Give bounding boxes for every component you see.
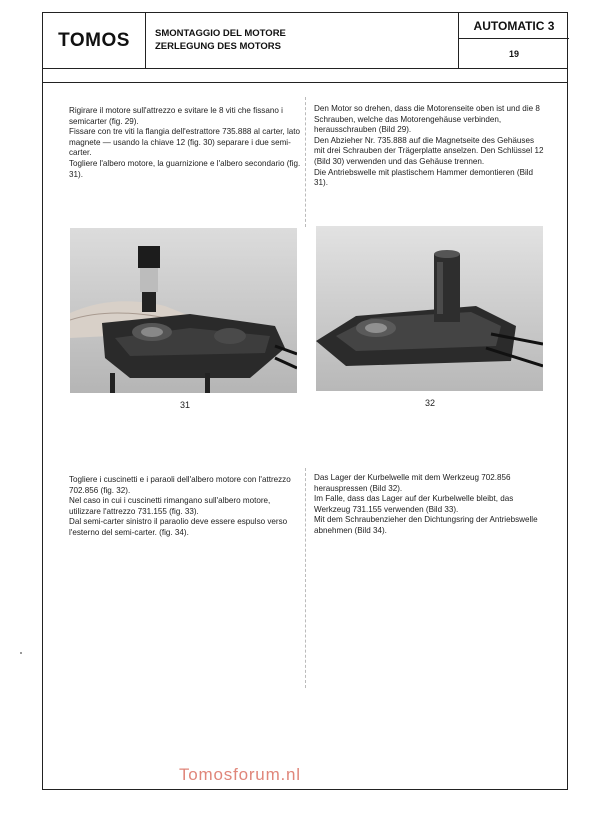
paragraph: Mit dem Schraubenzieher den Dichtungsring der Antriebswelle abnehmen (Bild 34). <box>314 515 538 535</box>
header-band <box>43 69 567 83</box>
column-divider-bottom <box>305 468 306 688</box>
paragraph: Die Antriebswelle mit plastischem Hammer demontieren (Bild 31). <box>314 167 534 188</box>
model-name: AUTOMATIC 3 <box>459 13 569 39</box>
paragraph: Dal semi-carter sinistro il paraolio deve essere espulso verso l'esterno del semi-carter. (fig. 34). <box>69 517 288 537</box>
paragraph: Fissare con tre viti la flangia dell'estrattore 735.888 al carter, lato magnete — usando la chiave 12 (fig. 30) separare i due semi-carter. <box>69 127 300 158</box>
paragraph: Im Falle, dass das Lager auf der Kurbelwelle bleibt, das Werkzeug 731.155 verwenden (Bild 33). <box>314 494 514 514</box>
figure-32-photo <box>316 226 543 391</box>
header-right <box>459 13 569 69</box>
text-italian-1 <box>69 106 301 180</box>
brand-name: TOMOS <box>58 30 130 51</box>
paragraph: Nel caso in cui i cuscinetti rimangano sull'albero motore, utilizzare l'attrezzo 731.155 (fig. 33). <box>69 496 271 516</box>
paragraph: Togliere l'albero motore, la guarnizione e l'albero secondario (fig. 31). <box>69 158 301 179</box>
paragraph: Togliere i cuscinetti e i paraoli dell'albero motore con l'attrezzo 702.856 (fig. 32). <box>69 475 291 495</box>
page-header <box>43 13 567 69</box>
paragraph: Das Lager der Kurbelwelle mit dem Werkzeug 702.856 herauspressen (Bild 32). <box>314 473 511 493</box>
engine-crankcase-photo-icon <box>70 228 297 393</box>
text-german-2 <box>314 473 546 537</box>
watermark: Tomosforum.nl <box>179 765 301 784</box>
paragraph: Den Motor so drehen, dass die Motorenseite oben ist und die 8 Schrauben, welche das Motorengehäuse verbinden, herausschrauben (Bild 29). <box>314 104 540 135</box>
paragraph: Rigirare il motore sull'attrezzo e svitare le 8 viti che fissano i semicarter (fig. 29). <box>69 106 283 126</box>
paragraph: Den Abzieher Nr. 735.888 auf die Magnetseite des Gehäuses mit drei Schrauben der Trägerplatte anselzen. Den Schlüssel 12 (Bild 30) verwenden und das Gehäuse trennen. <box>314 135 544 166</box>
figure-31-caption: 31 <box>180 400 191 410</box>
page-number: 19 <box>508 49 519 59</box>
figure-31-photo <box>70 228 297 393</box>
title-german: ZERLEGUNG DES MOTORS <box>155 41 281 52</box>
text-german-1 <box>314 104 546 189</box>
figure-32-caption: 32 <box>425 398 436 408</box>
column-divider-top <box>305 97 306 227</box>
section-title <box>146 13 459 69</box>
page-frame <box>42 12 568 790</box>
scan-speck <box>20 652 22 654</box>
text-italian-2 <box>69 475 301 539</box>
engine-crankcase-tool-photo-icon <box>316 226 543 391</box>
title-italian: SMONTAGGIO DEL MOTORE <box>155 28 286 39</box>
brand-logo <box>43 13 146 69</box>
